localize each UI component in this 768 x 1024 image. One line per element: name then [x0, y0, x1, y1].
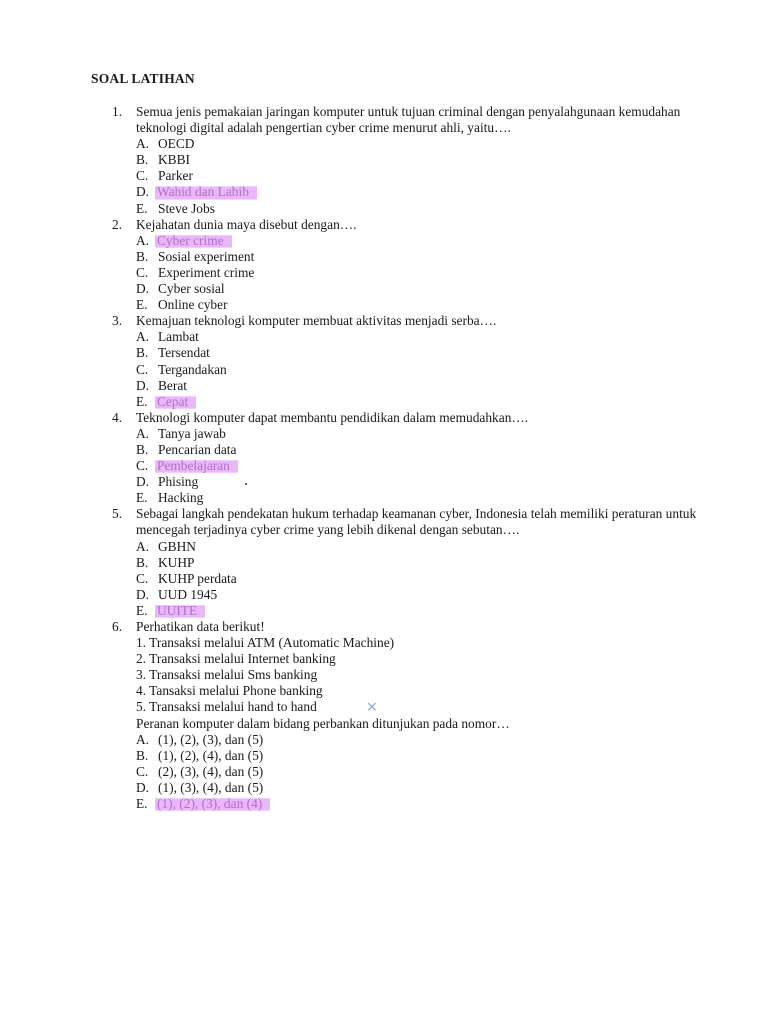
answer-option	[136, 329, 702, 345]
answer-option	[136, 555, 702, 571]
option-letter: D.	[136, 586, 150, 602]
question-1	[112, 104, 702, 217]
question-text: Kemajuan teknologi komputer membuat aktivitas menjadi serba….	[136, 313, 497, 329]
option-text: Online cyber	[158, 297, 228, 313]
question-number: 6.	[112, 619, 123, 634]
answer-option	[136, 732, 702, 748]
stray-dot-mark	[245, 483, 247, 485]
answer-options	[136, 539, 702, 619]
question-prompt: Peranan komputer dalam bidang perbankan ditunjukan pada nomor…	[136, 715, 510, 731]
question-text: Perhatikan data berikut!	[136, 619, 265, 634]
data-item: 4. Tansaksi melalui Phone banking	[136, 683, 323, 699]
option-text: KUHP perdata	[158, 570, 237, 586]
option-text: Steve Jobs	[158, 200, 215, 216]
data-item: 1. Transaksi melalui ATM (Automatic Machine)	[136, 635, 395, 651]
option-text: Cepat	[155, 394, 196, 410]
option-text: (1), (3), (4), dan (5)	[158, 779, 264, 795]
data-item: 3. Transaksi melalui Sms banking	[136, 667, 318, 683]
answer-option	[136, 152, 702, 168]
option-letter: E.	[136, 297, 148, 313]
answer-option	[136, 345, 702, 361]
answer-option	[136, 442, 702, 458]
option-letter: E.	[136, 490, 148, 506]
answer-option	[136, 168, 702, 184]
answer-option	[136, 764, 702, 780]
answer-options	[136, 426, 702, 506]
question-body	[136, 313, 702, 410]
option-text: UUITE	[155, 603, 205, 619]
option-text: Tanya jawab	[158, 425, 226, 441]
option-letter: B.	[136, 248, 149, 264]
question-list	[112, 104, 702, 812]
option-text: KUHP	[158, 554, 195, 570]
answer-option	[136, 297, 702, 313]
option-letter: C.	[136, 264, 149, 280]
option-text: (1), (2), (3), dan (4)	[155, 796, 270, 812]
option-text: Hacking	[158, 490, 204, 506]
option-letter: A.	[136, 538, 150, 554]
answer-options	[136, 233, 702, 313]
answer-option-highlighted	[136, 394, 702, 410]
option-text: KBBI	[158, 152, 190, 168]
option-text: Phising	[158, 474, 199, 490]
question-number: 3.	[112, 313, 123, 329]
question-text: Sebagai langkah pendekatan hukum terhadap keamanan cyber, Indonesia telah memiliki peraturan untuk mencegah terjadinya cyber crime yang lebih dikenal dengan sebutan….	[136, 506, 697, 538]
option-text: Berat	[158, 377, 187, 393]
answer-option	[136, 249, 702, 265]
option-letter: A.	[136, 425, 150, 441]
question-2	[112, 217, 702, 314]
option-text: Tergandakan	[158, 361, 227, 377]
data-item: 5. Transaksi melalui hand to hand	[136, 699, 317, 715]
option-text: UUD 1945	[158, 586, 218, 602]
answer-option-highlighted	[136, 184, 702, 200]
answer-option	[136, 748, 702, 764]
question-number: 1.	[112, 104, 123, 119]
answer-options	[136, 732, 702, 812]
answer-option	[136, 362, 702, 378]
question-number: 5.	[112, 506, 123, 522]
question-body	[136, 619, 702, 812]
question-text: Kejahatan dunia maya disebut dengan….	[136, 216, 357, 232]
question-text: Semua jenis pemakaian jaringan komputer untuk tujuan criminal dengan penyalahgunaan kemudahan teknologi digital adalah pengertian cyber crime menurut ahli, yaitu….	[136, 104, 681, 136]
option-text: Wahid dan Labib	[155, 184, 257, 200]
option-text: (2), (3), (4), dan (5)	[158, 763, 264, 779]
question-body	[136, 410, 702, 507]
question-4	[112, 410, 702, 507]
option-letter: D.	[136, 281, 150, 297]
question-6	[112, 619, 702, 812]
answer-option-highlighted	[136, 796, 702, 812]
question-body	[136, 217, 702, 314]
answer-option	[136, 281, 702, 297]
question-5	[112, 506, 702, 619]
option-text: Cyber sosial	[158, 281, 225, 297]
answer-option	[136, 136, 702, 152]
question-body	[136, 506, 702, 619]
option-text: Pencarian data	[158, 441, 237, 457]
answer-options	[136, 329, 702, 409]
answer-option	[136, 780, 702, 796]
option-letter: D.	[136, 377, 150, 393]
option-letter: A.	[136, 731, 150, 747]
option-letter: C.	[136, 458, 149, 474]
answer-option	[136, 539, 702, 555]
answer-options	[136, 136, 702, 216]
option-letter: C.	[136, 570, 149, 586]
option-text: OECD	[158, 136, 195, 152]
question-number: 4.	[112, 409, 123, 425]
option-letter: B.	[136, 441, 149, 457]
option-text: (1), (2), (4), dan (5)	[158, 747, 264, 763]
option-letter: C.	[136, 763, 149, 779]
answer-option	[136, 378, 702, 394]
answer-option	[136, 201, 702, 217]
option-letter: D.	[136, 779, 150, 795]
answer-option	[136, 265, 702, 281]
option-text: (1), (2), (3), dan (5)	[158, 731, 264, 747]
option-letter: B.	[136, 554, 149, 570]
answer-option-highlighted	[136, 458, 702, 474]
option-text: Experiment crime	[158, 264, 255, 280]
data-items-list	[136, 635, 702, 715]
question-text: Teknologi komputer dapat membantu pendidikan dalam memudahkan….	[136, 409, 529, 425]
option-letter: A.	[136, 136, 150, 152]
option-letter: E.	[136, 393, 148, 409]
answer-option-highlighted	[136, 603, 702, 619]
option-letter: B.	[136, 345, 149, 361]
data-item: 2. Transaksi melalui Internet banking	[136, 651, 336, 667]
document-title: SOAL LATIHAN	[91, 71, 195, 86]
option-text: GBHN	[158, 538, 196, 554]
option-letter: B.	[136, 747, 149, 763]
option-letter: E.	[136, 796, 148, 812]
pen-cross-mark: ⨯	[366, 699, 378, 715]
answer-option-highlighted	[136, 233, 702, 249]
option-text: Lambat	[158, 329, 199, 345]
option-letter: D.	[136, 474, 150, 490]
option-letter: E.	[136, 200, 148, 216]
option-letter: A.	[136, 232, 150, 248]
option-text: Pembelajaran	[155, 458, 238, 474]
option-letter: C.	[136, 168, 149, 184]
answer-option	[136, 474, 702, 490]
question-body	[136, 104, 702, 217]
answer-option	[136, 571, 702, 587]
question-number: 2.	[112, 216, 123, 232]
option-text: Parker	[158, 168, 193, 184]
option-letter: C.	[136, 361, 149, 377]
answer-option	[136, 426, 702, 442]
question-3	[112, 313, 702, 410]
option-text: Tersendat	[158, 345, 210, 361]
option-letter: B.	[136, 152, 149, 168]
option-letter: A.	[136, 329, 150, 345]
option-letter: D.	[136, 184, 150, 200]
answer-option	[136, 490, 702, 506]
option-letter: E.	[136, 602, 148, 618]
option-text: Sosial experiment	[158, 248, 255, 264]
option-text: Cyber crime	[155, 233, 232, 249]
answer-option	[136, 587, 702, 603]
